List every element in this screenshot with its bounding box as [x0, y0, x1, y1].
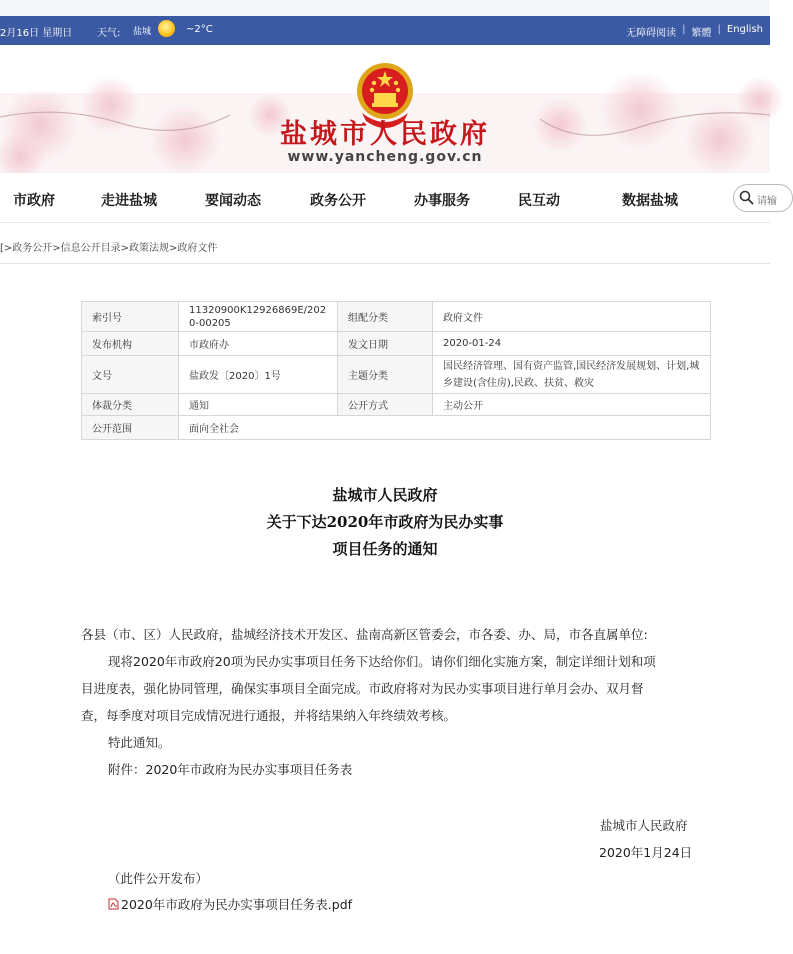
search-icon[interactable]	[739, 190, 754, 205]
salutation: 各县（市、区）人民政府，盐城经济技术开发区、盐南高新区管委会，市各委、办、局，市各直属单位:	[81, 627, 648, 642]
meta-label: 组配分类	[338, 302, 433, 332]
search-placeholder: 请输	[757, 196, 777, 207]
nav-item-government-affairs[interactable]: 政务公开	[310, 193, 366, 209]
nav-item-data-yancheng[interactable]: 数据盐城	[622, 193, 678, 209]
meta-label: 公开范围	[82, 416, 179, 440]
document-metadata-table	[81, 301, 711, 440]
meta-value-index-no: 11320900K12926869E/2020-00205	[179, 302, 338, 332]
meta-value-issuer: 市政府办	[179, 332, 338, 356]
temperature-text: ~2°C	[186, 24, 213, 35]
document-title-line3: 项目任务的通知	[332, 540, 438, 558]
body-paragraph-line: 目进度表，强化协同管理，确保实事项目全面完成。市政府将对为民办实事项目进行单月会办、双月督	[81, 681, 644, 696]
document-title-line2: 关于下达2020年市政府为民办实事	[266, 513, 504, 531]
traditional-chinese-link[interactable]: 繁體	[691, 28, 712, 39]
date-text: 2月16日 星期日	[0, 28, 73, 39]
weather-city: 盐城	[133, 27, 152, 37]
nav-item-news[interactable]: 要闻动态	[205, 193, 261, 209]
nav-item-interaction[interactable]: 民互动	[518, 193, 560, 209]
nav-item-city-government[interactable]: 市政府	[13, 193, 55, 209]
breadcrumb[interactable]: [>政务公开>信息公开目录>政策法规>政府文件	[0, 243, 218, 254]
meta-value-topic: 国民经济管理、国有资产监管,国民经济发展规划、计划,城乡建设(含住房),民政、扶贫、救灾	[433, 356, 711, 394]
meta-label: 发文日期	[338, 332, 433, 356]
meta-value-publish-mode: 主动公开	[433, 394, 711, 416]
meta-value-category: 政府文件	[433, 302, 711, 332]
nav-item-about-yancheng[interactable]: 走进盐城	[101, 193, 157, 209]
closing-text: 特此通知。	[108, 735, 171, 750]
attachment-text: 附件：2020年市政府为民办实事项目任务表	[108, 762, 353, 777]
divider: |	[682, 24, 686, 35]
accessibility-link[interactable]: 无障碍阅读	[626, 28, 677, 39]
divider	[0, 263, 770, 264]
meta-value-date: 2020-01-24	[433, 332, 711, 356]
body-paragraph-line: 查，每季度对项目完成情况进行通报，并将结果纳入年终绩效考核。	[81, 708, 457, 723]
meta-value-genre: 通知	[179, 394, 338, 416]
meta-label: 体裁分类	[82, 394, 179, 416]
site-title: 盐城市人民政府	[280, 119, 490, 150]
site-banner	[0, 45, 770, 173]
meta-label: 公开方式	[338, 394, 433, 416]
weather-label: 天气:	[97, 28, 121, 39]
meta-label: 发布机构	[82, 332, 179, 356]
meta-label: 文号	[82, 356, 179, 394]
sun-icon	[158, 20, 175, 37]
sign-date: 2020年1月24日	[599, 845, 693, 860]
pdf-attachment-link[interactable]: 2020年市政府为民办实事项目任务表.pdf	[121, 897, 353, 912]
top-strip	[0, 0, 770, 16]
english-link[interactable]: English	[726, 24, 763, 35]
top-bar	[0, 0, 770, 45]
signatory: 盐城市人民政府	[600, 818, 688, 833]
divider: |	[717, 24, 721, 35]
site-url: www.yancheng.gov.cn	[287, 149, 483, 165]
meta-label: 索引号	[82, 302, 179, 332]
body-paragraph-line: 现将2020年市政府20项为民办实事项目任务下达给你们。请你们细化实施方案，制定详细计划和项	[108, 654, 656, 669]
top-links	[626, 24, 763, 39]
main-nav	[0, 173, 770, 223]
nav-item-services[interactable]: 办事服务	[414, 193, 470, 209]
meta-label: 主题分类	[338, 356, 433, 394]
publish-note: （此件公开发布）	[108, 871, 209, 886]
meta-value-doc-no: 盐政发〔2020〕1号	[179, 356, 338, 394]
document-title-issuer: 盐城市人民政府	[332, 486, 438, 504]
pdf-icon	[108, 898, 119, 910]
meta-value-scope: 面向全社会	[179, 416, 711, 440]
